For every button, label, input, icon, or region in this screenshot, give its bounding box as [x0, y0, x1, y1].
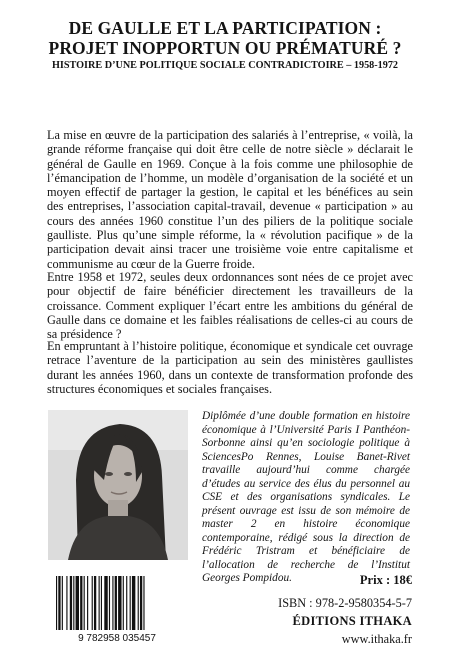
- book-title: [0, 18, 450, 58]
- publisher-website: www.ithaka.fr: [341, 632, 412, 646]
- isbn-barcode: [48, 574, 186, 644]
- title-line-2: PROJET INOPPORTUN OU PRÉMATURÉ ?: [48, 38, 402, 58]
- book-subtitle: HISTOIRE D’UNE POLITIQUE SOCIALE CONTRADICTOIRE – 1958-1972: [51, 60, 399, 71]
- price-label: Prix : 18€: [359, 573, 412, 587]
- summary-paragraph-2: Entre 1958 et 1972, seules deux ordonnances sont nées de ce projet avec pour objectif de faire bénéficier directement les travailleurs de la croissance. Comment expliquer l’écart entre les ambitions du général de Gaulle dans ce domaine et les faibles réalisations de celles-ci au cours de sa présidence ?: [47, 270, 413, 342]
- barcode-bars: [56, 576, 145, 630]
- author-bio: Diplômée d’une double formation en histoire économique à l’Université Paris I Panthéon-Sorbonne ainsi qu’en sociologie politique à SciencesPo Rennes, Louise Banet-Rivet travaille aujourd’hui comme chargée d’études au service des élus du personnel au CSE et des organisations syndicales. Le présent ouvrage est issu de son mémoire de master 2 en histoire économique contemporaine, rédigé sous la direction de Frédéric Tristram et bénéficiaire de l’allocation de recherche de l’Institut Georges Pompidou.: [202, 410, 410, 584]
- barcode-digits: 9 782958 035457: [78, 633, 156, 644]
- isbn-label: ISBN : 978-2-9580354-5-7: [278, 596, 412, 610]
- author-photo: [48, 410, 188, 560]
- summary-paragraph-1: La mise en œuvre de la participation des salariés à l’entreprise, « voilà, la grande réforme française qui doit être celle de notre siècle » déclarait le général de Gaulle en 1969. Conçue à la fois comme une philosophie de l’émancipation de l’homme, un modèle d’organisation de la société et un moyen effectif de partager la gestion, le capital et les bénéfices au sein des entreprises, l’association capital-travail, devenue « participation » au cours des années 1960 constitue l’un des piliers de la politique sociale gaulliste. Plus qu’une simple réforme, la « révolution pacifique » de la participation devait ainsi tracer une troisième voie entre capitalisme et communisme au cœur de la Guerre froide.: [47, 128, 413, 271]
- summary-paragraph-3: En empruntant à l’histoire politique, économique et syndicale cet ouvrage retrace l’aventure de la participation au sein des ministères gaullistes durant les années 1960, dans un contexte de transformation profonde des structures économiques et sociales françaises.: [47, 339, 413, 396]
- publisher-name: ÉDITIONS ITHAKA: [292, 614, 412, 628]
- title-line-1: DE GAULLE ET LA PARTICIPATION :: [68, 18, 382, 38]
